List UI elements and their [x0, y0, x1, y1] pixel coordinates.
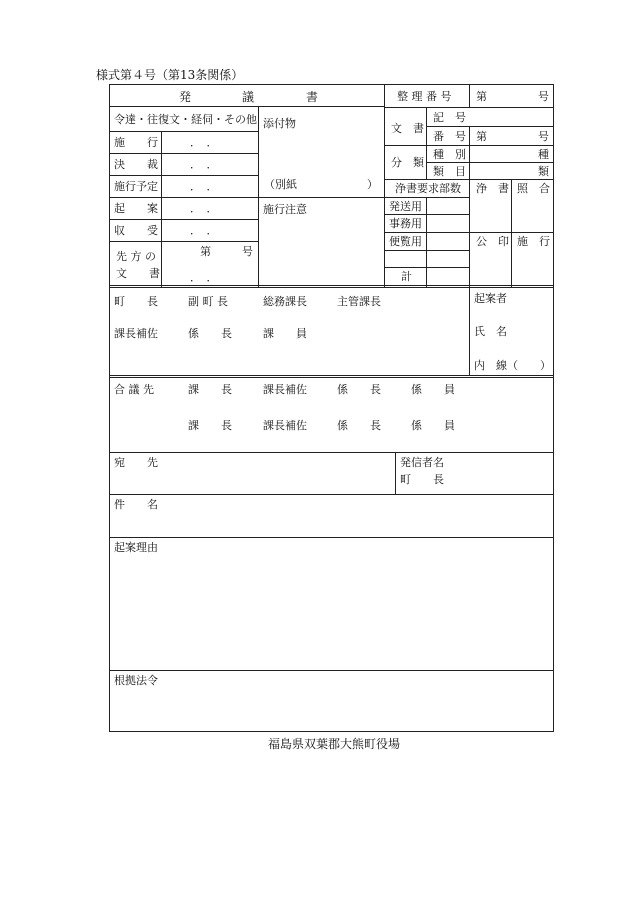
ban-gou-label: 番 号 — [433, 130, 466, 143]
shougou-label: 照 合 — [517, 182, 550, 195]
kain-label: 課 員 — [263, 327, 307, 340]
hasshinsha-label: 発信者名 — [400, 456, 444, 469]
rule — [384, 107, 553, 108]
title-char-1: 発 — [179, 90, 192, 104]
rule — [109, 131, 258, 132]
shikou-yotei-label: 施行予定 — [114, 180, 158, 193]
doc-type-label: 令達・往復文・経伺・その他 — [114, 113, 257, 126]
rule — [109, 452, 553, 453]
senpo-dai: 第 — [200, 245, 211, 258]
senpo-label-2: 文 書 — [116, 267, 160, 280]
rule — [109, 287, 553, 288]
seiri-bango-value-gou: 号 — [538, 90, 549, 103]
date-dots: ． ． — [190, 224, 218, 237]
bango-gou: 号 — [538, 130, 549, 143]
rule — [109, 219, 258, 220]
konkyo-label: 根拠法令 — [114, 674, 158, 687]
rule — [109, 84, 553, 85]
aigi-kain-2: 係 員 — [411, 419, 455, 432]
shuju-label: 収 受 — [114, 224, 158, 237]
form-label: 様式第４号（第13条関係） — [96, 68, 244, 82]
aigi-label: 合 議 先 — [114, 383, 154, 396]
rule — [109, 106, 384, 107]
binranyou-label: 便覧用 — [389, 235, 422, 248]
kei-label: 計 — [401, 270, 412, 283]
soumu-label: 総務課長 — [263, 295, 307, 308]
kian-label: 起 案 — [114, 202, 158, 215]
senpo-label-1: 先 方 の — [116, 250, 156, 263]
aigi-kakarichou-2: 係 長 — [337, 419, 381, 432]
date-dots: ． ． — [190, 136, 218, 149]
ruimoku-label: 類 目 — [433, 165, 466, 178]
rule — [426, 107, 427, 179]
senpo-gou: 号 — [242, 245, 253, 258]
atesaki-label: 宛 先 — [114, 456, 158, 469]
rule — [109, 670, 553, 671]
kouin-label: 公 印 — [476, 235, 509, 248]
aigi-kachouhosa-2: 課長補佐 — [263, 419, 307, 432]
shukan-label: 主管課長 — [337, 295, 381, 308]
aigi-kachou-2: 課 長 — [188, 419, 232, 432]
choucho-label: 町 長 — [114, 295, 158, 308]
kian-riyu-field[interactable] — [110, 556, 552, 669]
rule — [469, 84, 470, 107]
shubetsu-label: 種 別 — [433, 148, 466, 161]
bango-dai: 第 — [476, 130, 487, 143]
hassouyou-label: 発送用 — [389, 200, 422, 213]
rule — [109, 197, 384, 198]
rule — [109, 241, 258, 242]
fukuchoucho-label: 副 町 長 — [188, 295, 228, 308]
rule — [426, 197, 427, 287]
kenmei-label: 件 名 — [114, 498, 158, 511]
rule — [511, 179, 512, 287]
joshoyokyu-label: 浄書要求部数 — [395, 182, 461, 195]
date-dots: ． ． — [190, 158, 218, 171]
rule — [161, 131, 162, 287]
title-char-2: 議 — [242, 90, 255, 104]
aigi-kakarichou-1: 係 長 — [337, 383, 381, 396]
aigi-kachou-1: 課 長 — [188, 383, 232, 396]
footer-office: 福島県双葉郡大熊町役場 — [268, 737, 401, 751]
kian-riyu-label: 起案理由 — [114, 541, 158, 554]
aigi-kachouhosa-1: 課長補佐 — [263, 383, 307, 396]
kiansha-label: 起案者 — [474, 292, 507, 305]
rule — [109, 153, 258, 154]
rule — [426, 126, 553, 127]
shubetsu-unit: 種 — [538, 148, 549, 161]
date-dots: ． ． — [190, 202, 218, 215]
ki-gou-label: 記 号 — [433, 111, 466, 124]
rule — [469, 287, 470, 375]
kachouhosa-label: 課長補佐 — [114, 327, 158, 340]
title-char-3: 書 — [306, 90, 319, 104]
rule — [109, 175, 258, 176]
rule — [109, 377, 553, 378]
konkyo-field[interactable] — [110, 689, 552, 730]
kakarichou-label: 係 長 — [188, 327, 232, 340]
attachment-label: 添付物 — [263, 117, 296, 130]
rule — [469, 126, 470, 287]
kessai-label: 決 裁 — [114, 158, 158, 171]
rule — [109, 285, 553, 286]
josho-label: 浄 書 — [476, 182, 509, 195]
date-dots: ． ． — [190, 271, 218, 284]
shikou2-label: 施 行 — [517, 235, 550, 248]
shimei-label: 氏 名 — [474, 325, 507, 338]
besshi-close: ） — [367, 178, 378, 191]
hasshinsha-choucho: 町 長 — [400, 473, 444, 486]
naisen-label: 内 線（ ） — [474, 359, 551, 372]
date-dots: ． ． — [190, 180, 218, 193]
shikou-chuui-label: 施行注意 — [263, 203, 307, 216]
shikou-label: 施 行 — [114, 136, 158, 149]
rule — [426, 162, 553, 163]
seiri-bango-value-dai: 第 — [476, 90, 487, 103]
rule — [109, 375, 553, 376]
aigi-kain-1: 係 員 — [411, 383, 455, 396]
besshi-open: （別紙 — [264, 178, 297, 191]
rule — [109, 537, 553, 538]
rule — [384, 84, 385, 287]
kenmei-field[interactable] — [160, 495, 552, 536]
jimuyou-label: 事務用 — [389, 217, 422, 230]
ruimoku-unit: 類 — [538, 165, 549, 178]
rule — [109, 731, 554, 732]
rule — [395, 452, 396, 494]
bunrui-label: 分 類 — [391, 156, 424, 169]
bunsho-label: 文 書 — [391, 122, 424, 135]
rule — [258, 106, 259, 287]
seiri-bango-label: 整 理 番 号 — [397, 90, 452, 103]
rule — [553, 84, 554, 732]
